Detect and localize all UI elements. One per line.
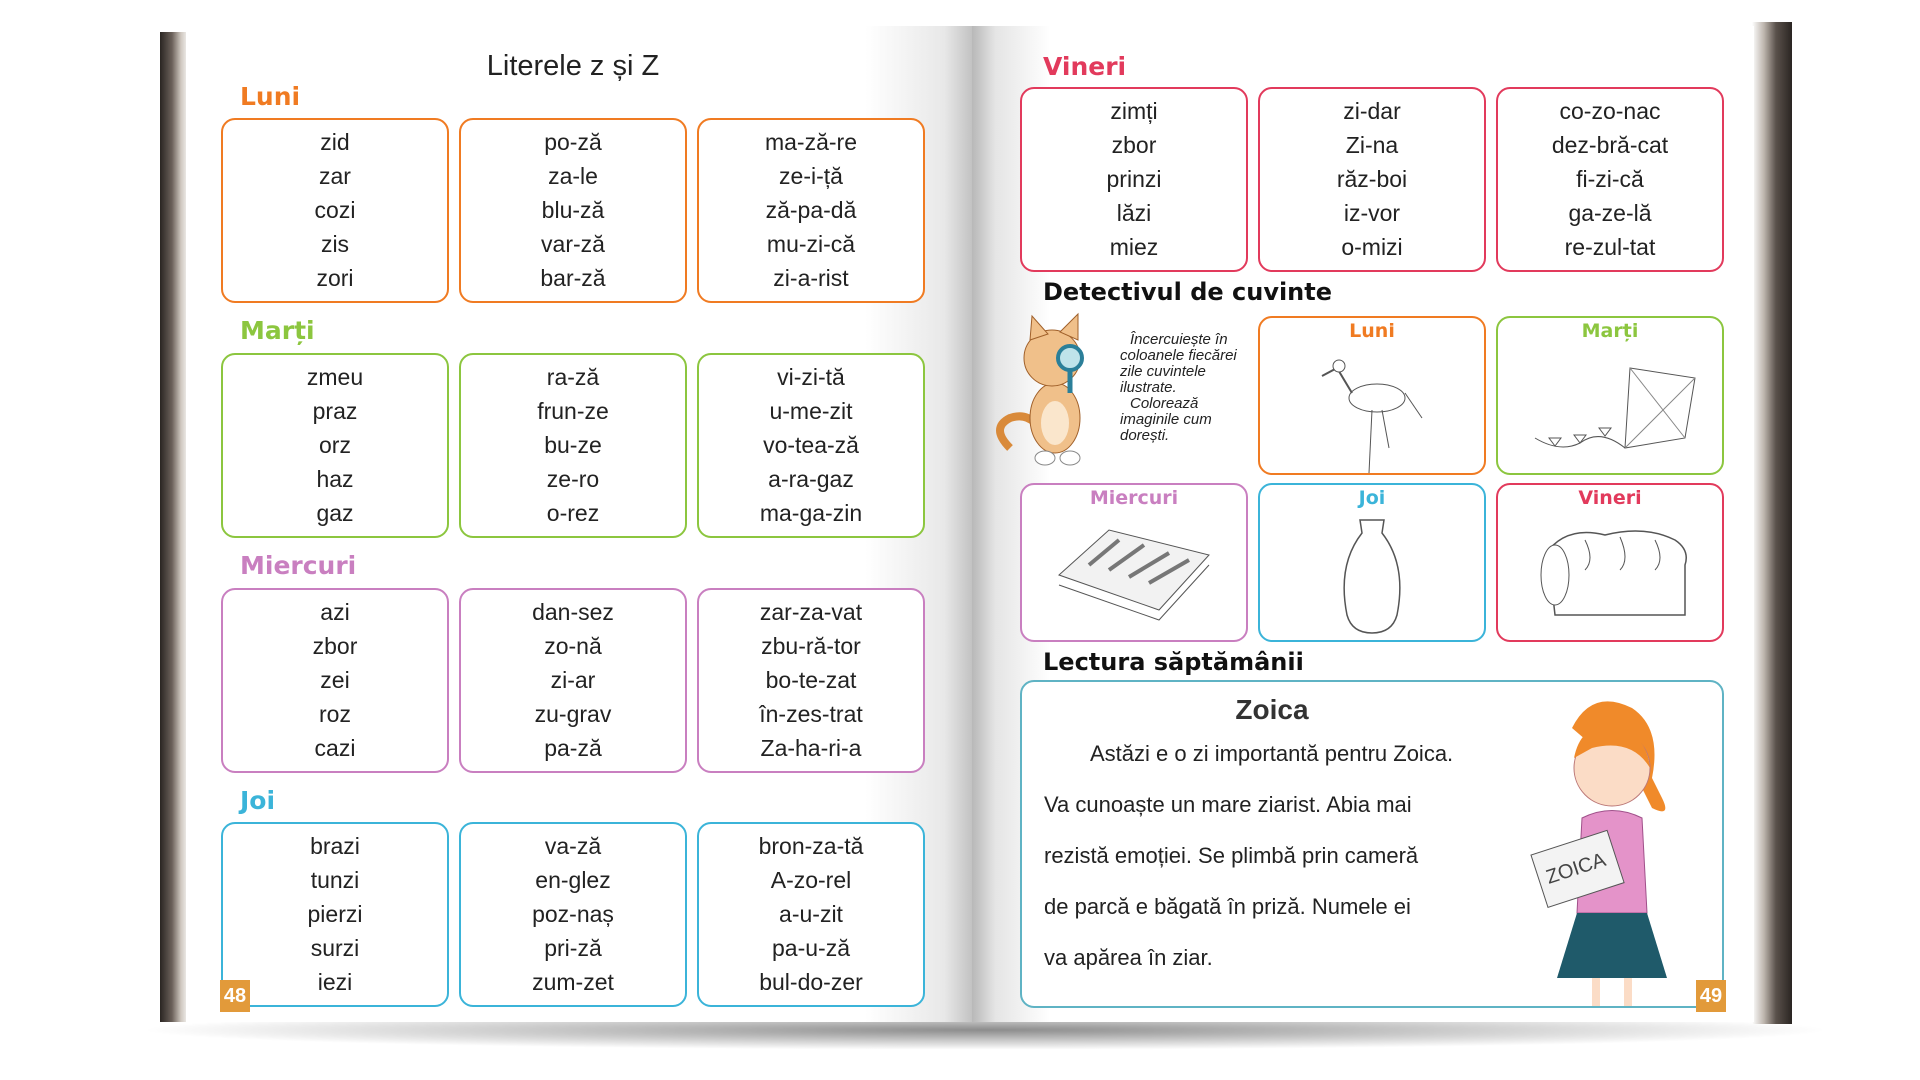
word: dez-bră-cat <box>1551 132 1669 159</box>
word: cazi <box>314 734 356 761</box>
word-box <box>697 822 925 1007</box>
word: haz <box>316 465 354 492</box>
word: pierzi <box>307 900 363 927</box>
word: ze-i-ță <box>779 163 843 190</box>
picture-card-label: Miercuri <box>1089 487 1179 509</box>
page-title: Literele z și Z <box>486 50 660 82</box>
story-line: va apărea în ziar. <box>1044 945 1213 970</box>
word-box <box>459 822 687 1007</box>
picture-card-newspaper <box>1020 483 1248 642</box>
book-edge-right <box>1752 22 1792 1024</box>
day-label-marți: Marți <box>240 316 315 345</box>
word-box <box>459 588 687 773</box>
word: po-ză <box>544 129 602 156</box>
word: ze-ro <box>546 465 600 492</box>
word-box <box>697 353 925 538</box>
word: zimți <box>1110 98 1158 125</box>
word: zi-a-rist <box>773 264 849 291</box>
girl-reading-icon <box>1512 688 1712 1006</box>
word: o-rez <box>546 499 600 526</box>
instruction-line: coloanele fiecărei <box>1120 347 1237 364</box>
story-title: Zoica <box>1235 694 1309 725</box>
instruction-line: dorești. <box>1120 427 1170 444</box>
word: dan-sez <box>532 599 614 626</box>
day-label-luni: Luni <box>240 82 301 111</box>
day-label-joi: Joi <box>240 786 276 815</box>
word: poz-naș <box>532 900 614 927</box>
word: zbu-ră-tor <box>761 633 861 660</box>
word: en-glez <box>535 867 611 894</box>
story-text <box>1044 728 1514 983</box>
word: ză-pa-dă <box>765 196 857 223</box>
word: A-zo-rel <box>770 867 852 894</box>
instruction-line: Încercuiește în <box>1130 331 1228 348</box>
word: pa-u-ză <box>772 934 850 961</box>
word: blu-ză <box>541 196 605 223</box>
detective-instruction <box>1120 332 1255 444</box>
word: o-mizi <box>1341 233 1403 260</box>
word: vo-tea-ză <box>763 431 859 458</box>
word: var-ză <box>541 230 605 257</box>
picture-card-vase <box>1258 483 1486 642</box>
reading-box <box>1020 680 1724 1008</box>
word: re-zul-tat <box>1564 233 1656 260</box>
word: za-le <box>548 163 598 190</box>
word: co-zo-nac <box>1559 98 1661 125</box>
word-box <box>459 353 687 538</box>
reading-heading: Lectura săptămânii <box>1043 648 1304 676</box>
day-label-vineri: Vineri <box>1043 52 1127 81</box>
word: Za-ha-ri-a <box>760 734 862 761</box>
word: zis <box>320 230 350 257</box>
page-number-left: 48 <box>220 980 250 1012</box>
word: pa-ză <box>544 734 602 761</box>
word: bo-te-zat <box>765 666 857 693</box>
word: azi <box>320 599 350 626</box>
word-box <box>697 588 925 773</box>
instruction-line: imaginile cum <box>1120 411 1212 428</box>
word: zori <box>316 264 354 291</box>
word-box <box>1258 87 1486 272</box>
word-box <box>1496 87 1724 272</box>
instruction-line: Colorează <box>1130 395 1199 412</box>
word: zar <box>319 163 351 190</box>
newspaper-label: ZOICA <box>1543 848 1609 889</box>
picture-card-label: Joi <box>1358 487 1386 509</box>
word: miez <box>1109 233 1159 260</box>
picture-card-stork <box>1258 316 1486 475</box>
word: praz <box>312 398 358 425</box>
story-line: de parcă e băgată în priză. Numele ei <box>1044 894 1411 919</box>
word: cozi <box>314 196 356 223</box>
word: vi-zi-tă <box>777 364 845 391</box>
detective-heading: Detectivul de cuvinte <box>1043 278 1333 306</box>
word: ra-ză <box>546 364 600 391</box>
word: a-ra-gaz <box>768 465 854 492</box>
word-box <box>221 353 449 538</box>
word: roz <box>319 700 351 727</box>
word: zar-za-vat <box>759 599 863 626</box>
word: zo-nă <box>544 633 602 660</box>
word: zmeu <box>306 364 364 391</box>
story-line: rezistă emoției. Se plimbă prin cameră <box>1044 843 1419 868</box>
word: zid <box>320 129 350 156</box>
word: va-ză <box>544 833 602 860</box>
picture-card-label: Luni <box>1349 320 1395 342</box>
word: ga-ze-lă <box>1568 199 1652 226</box>
word-box <box>459 118 687 303</box>
word: zei <box>320 666 350 693</box>
instruction-line: ilustrate. <box>1120 379 1177 396</box>
word: ma-ga-zin <box>759 499 863 526</box>
word: zbor <box>1111 132 1157 159</box>
picture-card-label: Marți <box>1581 320 1639 342</box>
word: în-zes-trat <box>759 700 863 727</box>
word: frun-ze <box>537 398 609 425</box>
story-line: Astăzi e o zi importantă pentru Zoica. <box>1090 741 1454 766</box>
word-box <box>221 822 449 1007</box>
word: Zi-na <box>1345 132 1399 159</box>
day-label-miercuri: Miercuri <box>240 551 357 580</box>
picture-card-bread <box>1496 483 1724 642</box>
word: orz <box>319 431 351 458</box>
word: mu-zi-că <box>766 230 856 257</box>
picture-card-kite <box>1496 316 1724 475</box>
word: fi-zi-că <box>1576 165 1644 192</box>
cat-detective-icon <box>990 308 1120 478</box>
word: iz-vor <box>1343 199 1401 226</box>
picture-card-label: Vineri <box>1578 487 1642 509</box>
word: zum-zet <box>532 968 614 995</box>
page-number-right: 49 <box>1696 980 1726 1012</box>
word-box <box>221 588 449 773</box>
word: surzi <box>310 934 360 961</box>
word: a-u-zit <box>779 900 843 927</box>
word-box <box>221 118 449 303</box>
word: brazi <box>310 833 360 860</box>
word: u-me-zit <box>769 398 853 425</box>
story-line: Va cunoaște un mare ziarist. Abia mai <box>1044 792 1412 817</box>
word: gaz <box>316 499 354 526</box>
word: bu-ze <box>544 431 602 458</box>
word: bar-ză <box>540 264 606 291</box>
word-box <box>697 118 925 303</box>
word: bul-do-zer <box>759 968 863 995</box>
word: bron-za-tă <box>758 833 864 860</box>
word: zi-dar <box>1343 98 1401 125</box>
word: prinzi <box>1106 165 1162 192</box>
word: zi-ar <box>550 666 596 693</box>
word: iezi <box>317 968 353 995</box>
instruction-line: zile cuvintele <box>1120 363 1206 380</box>
word: zu-grav <box>534 700 612 727</box>
word-box <box>1020 87 1248 272</box>
word: zbor <box>312 633 358 660</box>
word: pri-ză <box>544 934 602 961</box>
word: răz-boi <box>1336 165 1408 192</box>
word: lăzi <box>1116 199 1152 226</box>
word: tunzi <box>310 867 360 894</box>
word: ma-ză-re <box>764 129 857 156</box>
